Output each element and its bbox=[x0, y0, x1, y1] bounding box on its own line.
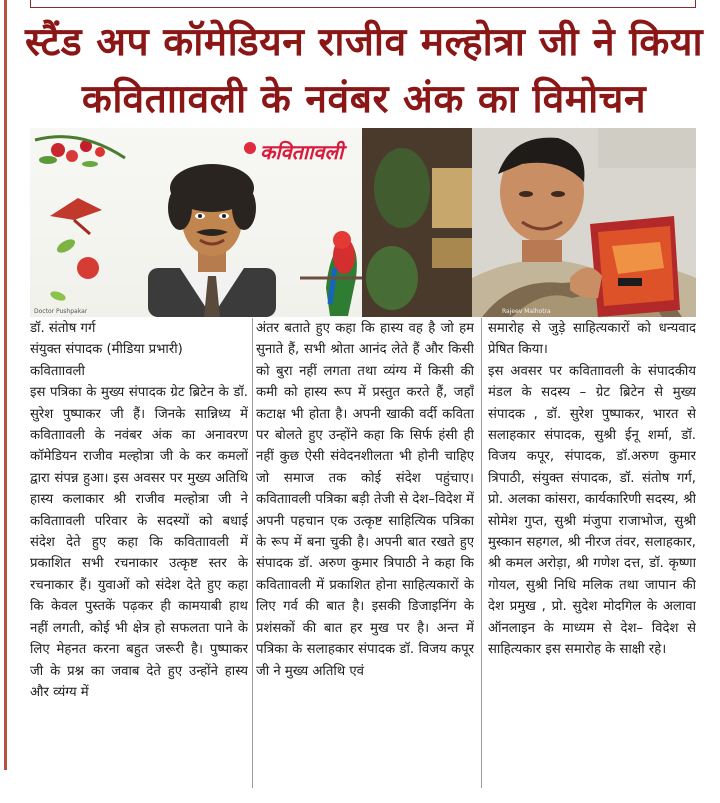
column-divider bbox=[252, 318, 253, 788]
left-rule bbox=[4, 0, 7, 770]
headline-line-1: स्टैंड अप कॉमेडियन राजीव मल्होत्रा जी ने किया bbox=[24, 20, 704, 65]
byline-publication: कविताावली bbox=[30, 363, 85, 379]
logo-text: कविताावली bbox=[260, 140, 344, 164]
headline-line-2: कविताावली के नवंबर अंक का विमोचन bbox=[81, 77, 647, 122]
article-column-2 bbox=[256, 318, 474, 788]
article-paragraph: अंतर बताते हुए कहा कि हास्य वह है जो हम सुनाते हैं, सभी श्रोता आनंद लेते हैं और किसी को बुरा नहीं लगता तथा व्यंग्य में किसी की कमी को हास्य रूप में प्रस्तुत करते हैं, जहाँ कटाक्ष भी होता है। अपनी खाकी वर्दी कविता पर बोलते हुए उन्होंने कहा कि सिर्फ हंसी ही नहीं कुछ ऐसी संवेदनशीलता भी होनी चाहिए जो समाज तक कोई संदेश पहुंचाए। कविताावली पत्रिका बड़ी तेजी से देश–विदेश में अपनी पहचान एक उत्कृष्ट साहित्यिक पत्रिका के रूप में बना चुकी है। अपनी बात रखते हुए संपादक डॉ. अरुण कुमार त्रिपाठी ने कहा कि कविताावली में प्रकाशित होना साहित्यकारों के लिए गर्व की बात है। इसकी डिजाइनिंग के प्रशंसकों की बात हर मुख पर है। अन्त में पत्रिका के सलाहकार संपादक डॉ. विजय कपूर जी ने मुख्य अतिथि एवं bbox=[256, 321, 474, 679]
photo-right-caption: Rajeev Malhotra bbox=[502, 308, 551, 315]
photo-left bbox=[30, 128, 362, 317]
article-column-3 bbox=[488, 318, 696, 788]
article-column-1 bbox=[30, 318, 248, 788]
article-body bbox=[30, 318, 696, 788]
logo-icon bbox=[244, 142, 256, 154]
article-paragraph: इस अवसर पर कविताावली के संपादकीय मंडल के सदस्य – ग्रेट ब्रिटेन से मुख्य संपादक , डॉ. सुरेश पुष्पाकर, भारत से सलाहकार संपादक, सुश्री ईनू शर्मा, डॉ. विजय कपूर, संपादक, डॉ.अरुण कुमार त्रिपाठी, संयुक्त संपादक, डॉ. संतोष गर्ग, प्रो. अलका कांसरा, कार्यकारिणी सदस्य, श्री सोमेश गुप्त, सुश्री मंजुपा राजाभोज, सुश्री मुस्कान सहगल, श्री नीरज तंवर, सलाहकार, श्री कमल अरोड़ा, श्री गणेश दत्त, डॉ. कृष्णा गोयल, सुश्री निधि मलिक तथा जापान की देश प्रमुख , प्रो. सुदेश मोदगिल के अलावा ऑनलाइन के माध्यम से देश– विदेश से साहित्यकार इस समारोह के साक्षी रहे। bbox=[488, 363, 696, 658]
article-paragraph: समारोह से जुड़े साहित्यकारों को धन्यवाद प्रेषित किया। bbox=[488, 321, 696, 358]
article-paragraph: इस पत्रिका के मुख्य संपादक ग्रेट ब्रिटेन के डॉ. सुरेश पुष्पाकर जी हैं। जिनके सान्निध्य में कविताावली के नवंबर अंक का अनावरण कॉमेडियन राजीव मल्होत्रा जी के कर कमलों द्वारा संपन्न हुआ। इस अवसर पर मुख्य अतिथि हास्य कलाकार श्री राजीव मल्होत्रा जी ने कविताावली परिवार के सदस्यों को बधाई संदेश देते हुए कहा कि कविताावली में प्रकाशित सभी रचनाकार उत्कृष्ट स्तर के रचनाकार हैं। युवाओं को संदेश देते हुए कहा कि केवल पुस्तकें पढ़कर ही कामयाबी हाथ नहीं लगती, कोई भी क्षेत्र हो सफलता पाने के लिए मेहनत करना बहुत जरूरी है। पुष्पाकर जी के प्रश्न का जवाब देते हुए उन्होंने हास्य और व्यंग्य में bbox=[30, 385, 248, 700]
top-border bbox=[30, 0, 696, 8]
byline-name: डॉ. संतोष गर्ग bbox=[30, 321, 96, 336]
photo-left-caption: Doctor Pushpakar bbox=[34, 308, 88, 315]
byline-designation: संयुक्त संपादक (मीडिया प्रभारी) bbox=[30, 342, 183, 358]
photo-right bbox=[362, 128, 696, 317]
column-divider bbox=[481, 318, 482, 788]
photo-right-illustration bbox=[362, 128, 696, 317]
byline bbox=[30, 318, 248, 382]
